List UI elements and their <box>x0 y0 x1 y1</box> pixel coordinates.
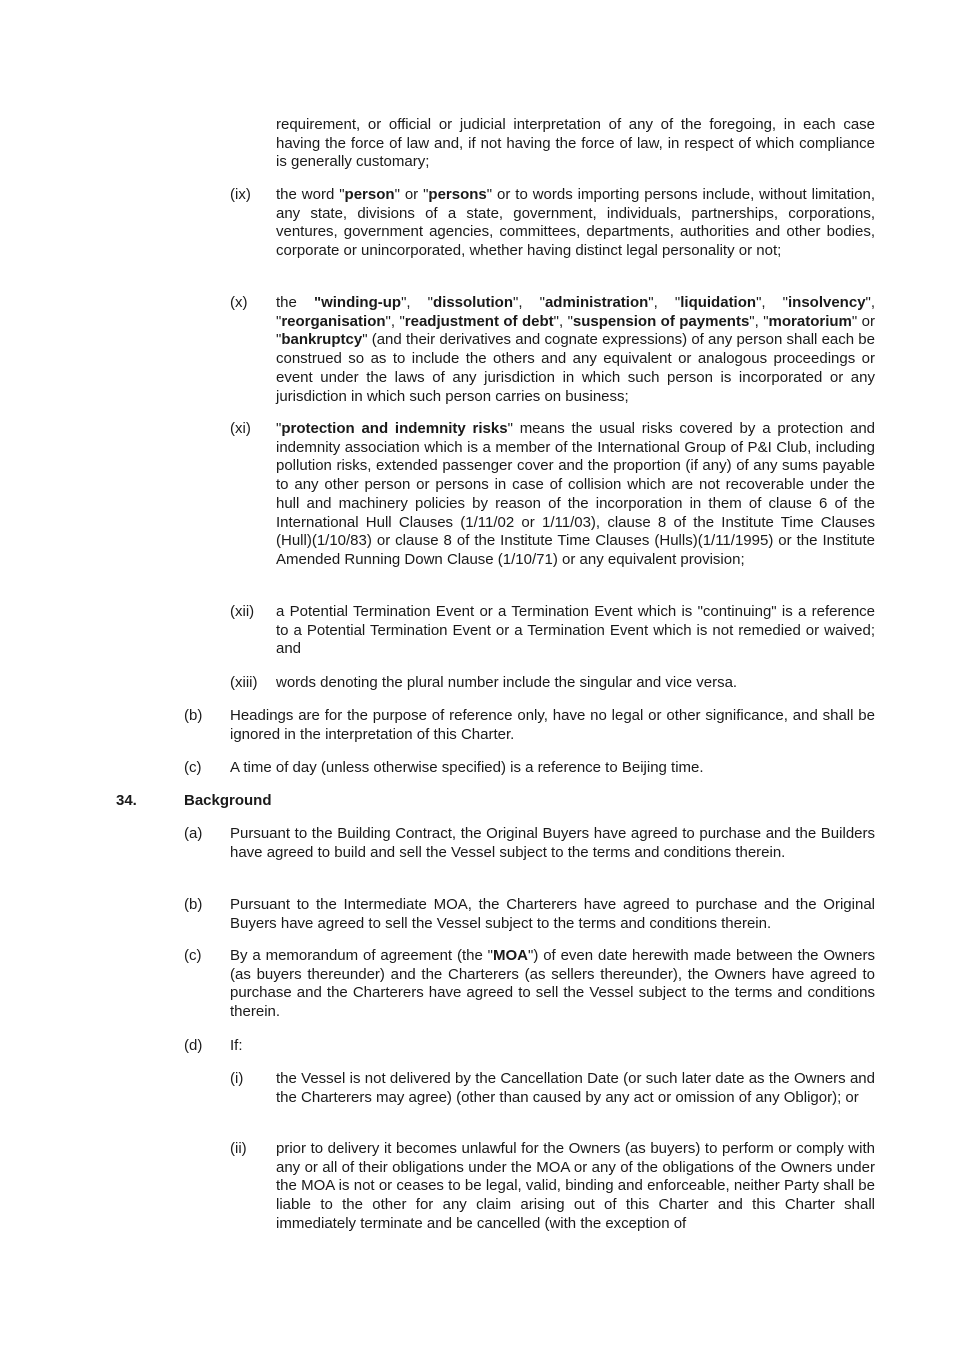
defined-term-protection-and-indemnity-risks: protection and indemnity risks <box>281 420 508 437</box>
s34-label-a: (a) <box>184 825 203 842</box>
s34-d-label-i: (i) <box>230 1070 244 1087</box>
para-text-b: Headings are for the purpose of reference only, have no legal or other significance, and shall be ignored in the interpretation of this Charter. <box>230 707 875 743</box>
defined-term-readjustment-of-debt: readjustment of debt <box>404 312 554 330</box>
item-text-ix: the word "person" or "persons" or to words importing persons include, without limitation, any state, divisions of a state, government, individuals, partnerships, corporations, ventures, government agencies, committees, departments, authorities and other bodies, corporate or unincorporated, whether having distinct legal personality or not; <box>276 186 875 260</box>
section-number: 34. <box>116 792 137 809</box>
defined-term-winding-up: "winding-up <box>313 294 402 311</box>
s34-d-text-ii: prior to delivery it becomes unlawful for the Owners (as buyers) to perform or comply with any or all of their obligations under the MOA or any of the obligations of the Owners under the MOA is not or ceases to be legal, valid, binding and enforceable, neither Party shall be liable to the other for any claim arising out of this Charter and this Charter shall immediately terminate and be cancelled (with the exception of <box>276 1140 875 1232</box>
item-text-x: the "winding-up", "dissolution", "administration", "liquidation", "insolvency", "reorganisation", "readjustment of debt", "suspension of payments", "moratorium" or "bankruptcy" (and their derivatives and cognate expressions) of any person shall each be construed so as to include the others and any equivalent or analogous proceedings or event under the laws of any jurisdiction in which such person is incorporated or any jurisdiction in which such person carries on business; <box>276 294 876 405</box>
defined-term-person: person <box>344 186 395 203</box>
defined-term-suspension-of-payments: suspension of payments <box>572 312 750 330</box>
s34-text-b: Pursuant to the Intermediate MOA, the Charterers have agreed to purchase and the Original Buyers have agreed to sell the Vessel subject to the terms and conditions therein. <box>230 896 875 932</box>
defined-term-moa: MOA <box>493 947 529 964</box>
defined-term-insolvency: insolvency <box>788 294 866 311</box>
s34-text-c: By a memorandum of agreement (the "MOA") of even date herewith made between the Owners (as buyers thereunder) and the Charterers (as sellers thereunder), the Owners have agreed to purchase and the Charterers have agreed to sell the Vessel subject to the terms and conditions therein. <box>230 947 876 1021</box>
item-text-xii: a Potential Termination Event or a Termination Event which is "continuing" is a reference to a Potential Termination Event or a Termination Event which is not remedied or waived; and <box>276 603 875 658</box>
continuation-paragraph: requirement, or official or judicial interpretation of any of the foregoing, in each case having the force of law and, if not having the force of law, in respect of which compliance is generally customary; <box>276 116 875 171</box>
item-label-xii: (xii) <box>230 603 255 620</box>
s34-label-b: (b) <box>184 896 203 913</box>
s34-text-d: If: <box>230 1037 243 1054</box>
defined-term-administration: administration <box>544 294 649 311</box>
s34-label-d: (d) <box>184 1037 203 1054</box>
para-label-c: (c) <box>184 759 202 776</box>
item-label-x: (x) <box>230 294 248 311</box>
item-text-xiii: words denoting the plural number include the singular and vice versa. <box>276 674 738 691</box>
s34-label-c: (c) <box>184 947 202 964</box>
s34-d-text-i: the Vessel is not delivered by the Cancellation Date (or such later date as the Owners and the Charterers may agree) (other than caused by any act or omission of any Obligor); or <box>276 1070 875 1106</box>
s34-text-a: Pursuant to the Building Contract, the Original Buyers have agreed to purchase and the Builders have agreed to build and sell the Vessel subject to the terms and conditions therein. <box>230 825 875 861</box>
defined-term-persons: persons <box>428 186 487 203</box>
item-label-xiii: (xiii) <box>230 674 258 691</box>
s34-d-label-ii: (ii) <box>230 1140 247 1157</box>
defined-term-moratorium: moratorium <box>768 312 852 330</box>
section-title: Background <box>184 792 272 809</box>
item-label-xi: (xi) <box>230 420 251 437</box>
item-text-xi: "protection and indemnity risks" means the usual risks covered by a protection and indemnity association which is a member of the International Group of P&I Club, including pollution risks, extended passenger cover and the proportion (if any) of any sums payable to any other person or persons in case of collision which are not recoverable under the hull and machinery policies by reason of the incorporation in them of clause 6 of the International Hull Clauses (1/11/02 or 1/11/03), clause 8 of the Institute Time Clauses (Hull)(1/10/83) or clause 8 of the Institute Time Clauses (Hulls)(1/11/1995) or the Institute Amended Running Down Clause (1/10/71) or any equivalent provision; <box>276 420 876 568</box>
para-text-c: A time of day (unless otherwise specified) is a reference to Beijing time. <box>230 759 704 776</box>
item-label-ix: (ix) <box>230 186 251 203</box>
para-label-b: (b) <box>184 707 203 724</box>
defined-term-dissolution: dissolution <box>433 294 513 311</box>
defined-term-bankruptcy: bankruptcy <box>281 331 363 349</box>
defined-term-liquidation: liquidation <box>680 294 757 311</box>
defined-term-reorganisation: reorganisation <box>281 312 386 330</box>
